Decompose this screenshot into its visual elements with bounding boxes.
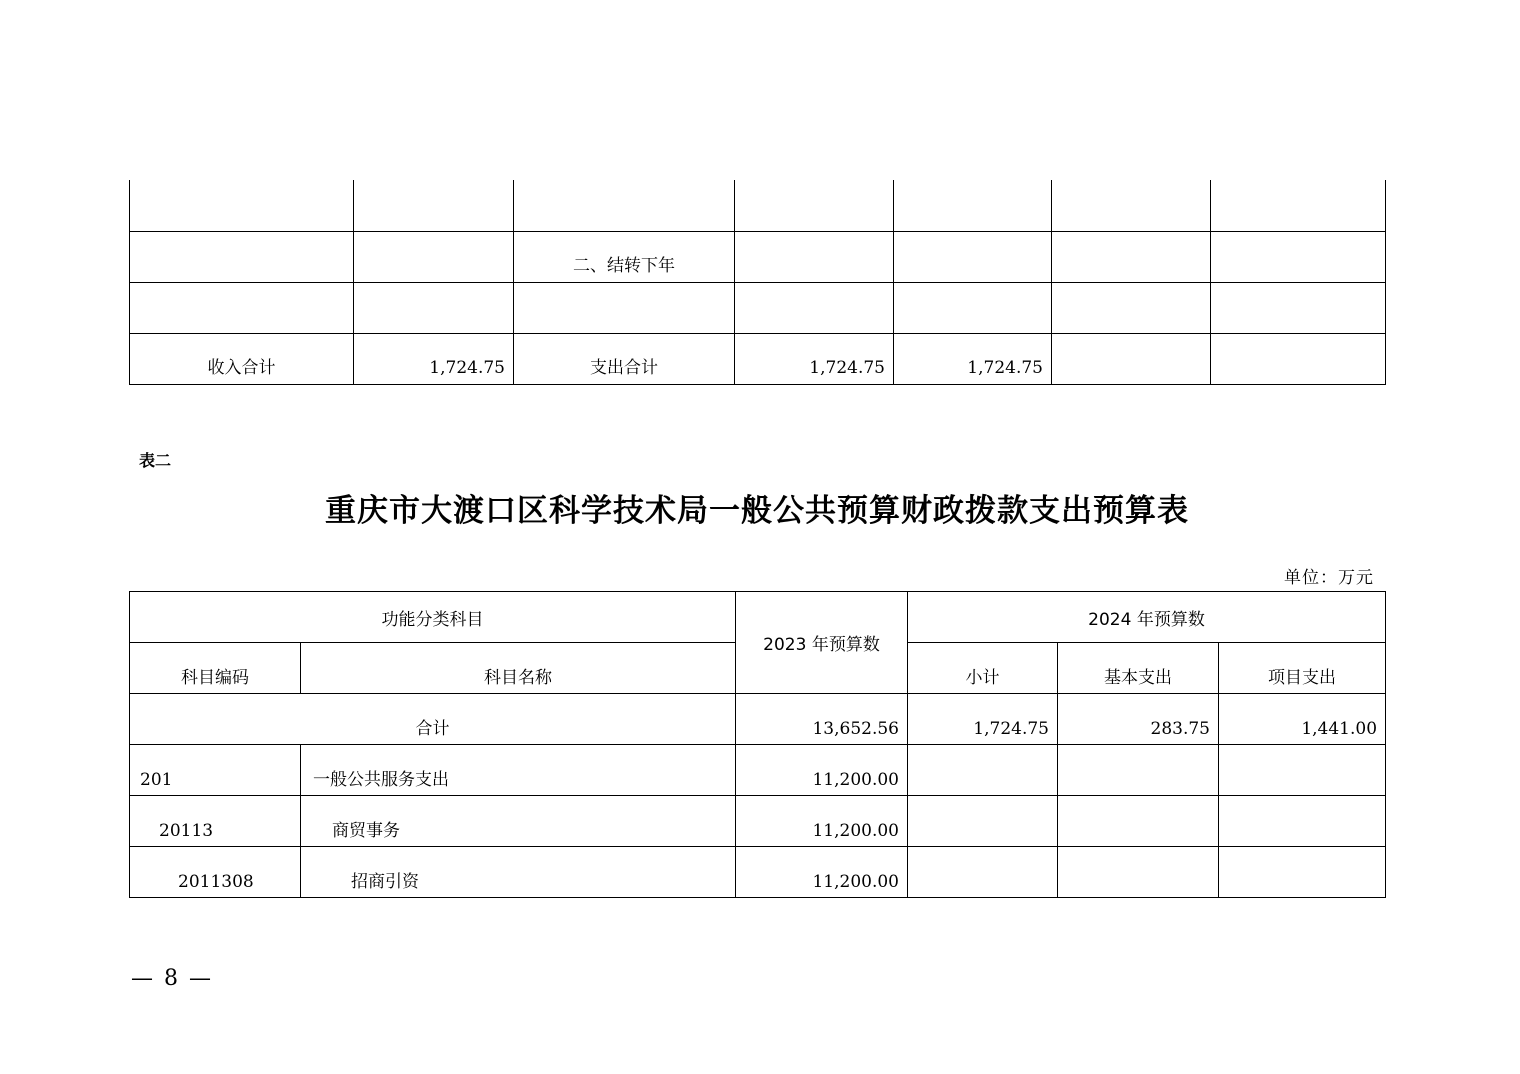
- row-subtotal: [908, 745, 1058, 796]
- table-cell: [735, 282, 894, 333]
- table-cell: [1211, 333, 1386, 384]
- total-budget-2023: 13,652.56: [736, 694, 908, 745]
- unit-label: 单位：万元: [1284, 568, 1374, 588]
- table-row: [130, 847, 1386, 898]
- table-cell: [354, 231, 514, 282]
- row-code: 20113: [130, 796, 301, 847]
- table-cell: [1052, 231, 1211, 282]
- table-row: [130, 282, 1386, 333]
- row-subtotal: [908, 847, 1058, 898]
- row-basic: [1058, 847, 1219, 898]
- row-budget-2023: 11,200.00: [736, 847, 908, 898]
- header-code: 科目编码: [130, 643, 301, 694]
- table-cell: [354, 282, 514, 333]
- carry-forward-label: 二、结转下年: [514, 231, 735, 282]
- page-number: — 8 —: [131, 966, 213, 991]
- table-cell: [514, 180, 735, 231]
- income-total-label: 收入合计: [130, 333, 354, 384]
- table-cell: [1211, 282, 1386, 333]
- table-row: [130, 231, 1386, 282]
- table-label: 表二: [139, 451, 172, 470]
- table-cell: [894, 180, 1052, 231]
- table-cell: [894, 231, 1052, 282]
- row-name: 招商引资: [301, 847, 736, 898]
- table-row: [130, 796, 1386, 847]
- income-total-value: 1,724.75: [354, 333, 514, 384]
- income-expense-summary-table: [129, 180, 1386, 385]
- table-row: [130, 333, 1386, 384]
- header-func-class: 功能分类科目: [130, 592, 736, 643]
- table-cell: [1211, 180, 1386, 231]
- row-budget-2023: 11,200.00: [736, 745, 908, 796]
- table-cell: [1052, 180, 1211, 231]
- header-name: 科目名称: [301, 643, 736, 694]
- row-project: [1219, 745, 1386, 796]
- row-basic: [1058, 745, 1219, 796]
- row-project: [1219, 796, 1386, 847]
- expense-total-label: 支出合计: [514, 333, 735, 384]
- row-subtotal: [908, 796, 1058, 847]
- table-row: [130, 180, 1386, 231]
- table-cell: [130, 231, 354, 282]
- table-cell: [1211, 231, 1386, 282]
- table-cell: [894, 282, 1052, 333]
- header-budget-2023: 2023 年预算数: [736, 592, 908, 694]
- header-project: 项目支出: [1219, 643, 1386, 694]
- row-name: 一般公共服务支出: [301, 745, 736, 796]
- table-cell: [1052, 282, 1211, 333]
- table-cell: [354, 180, 514, 231]
- header-subtotal: 小计: [908, 643, 1058, 694]
- row-code: 2011308: [130, 847, 301, 898]
- row-code: 201: [130, 745, 301, 796]
- row-basic: [1058, 796, 1219, 847]
- budget-expenditure-table: [129, 591, 1386, 898]
- total-basic: 283.75: [1058, 694, 1219, 745]
- row-project: [1219, 847, 1386, 898]
- page-title: 重庆市大渡口区科学技术局一般公共预算财政拨款支出预算表: [325, 493, 1189, 529]
- table-cell: [514, 282, 735, 333]
- row-name: 商贸事务: [301, 796, 736, 847]
- header-row: [130, 592, 1386, 643]
- table-cell: [735, 231, 894, 282]
- row-budget-2023: 11,200.00: [736, 796, 908, 847]
- header-budget-2024: 2024 年预算数: [908, 592, 1386, 643]
- total-label: 合计: [130, 694, 736, 745]
- table-cell: [130, 282, 354, 333]
- expense-total-value: 1,724.75: [735, 333, 894, 384]
- table-cell: [130, 180, 354, 231]
- header-basic: 基本支出: [1058, 643, 1219, 694]
- total-subtotal: 1,724.75: [908, 694, 1058, 745]
- table-cell: [735, 180, 894, 231]
- total-row: [130, 694, 1386, 745]
- table-row: [130, 745, 1386, 796]
- total-project: 1,441.00: [1219, 694, 1386, 745]
- table-cell: [1052, 333, 1211, 384]
- expense-total-value-2: 1,724.75: [894, 333, 1052, 384]
